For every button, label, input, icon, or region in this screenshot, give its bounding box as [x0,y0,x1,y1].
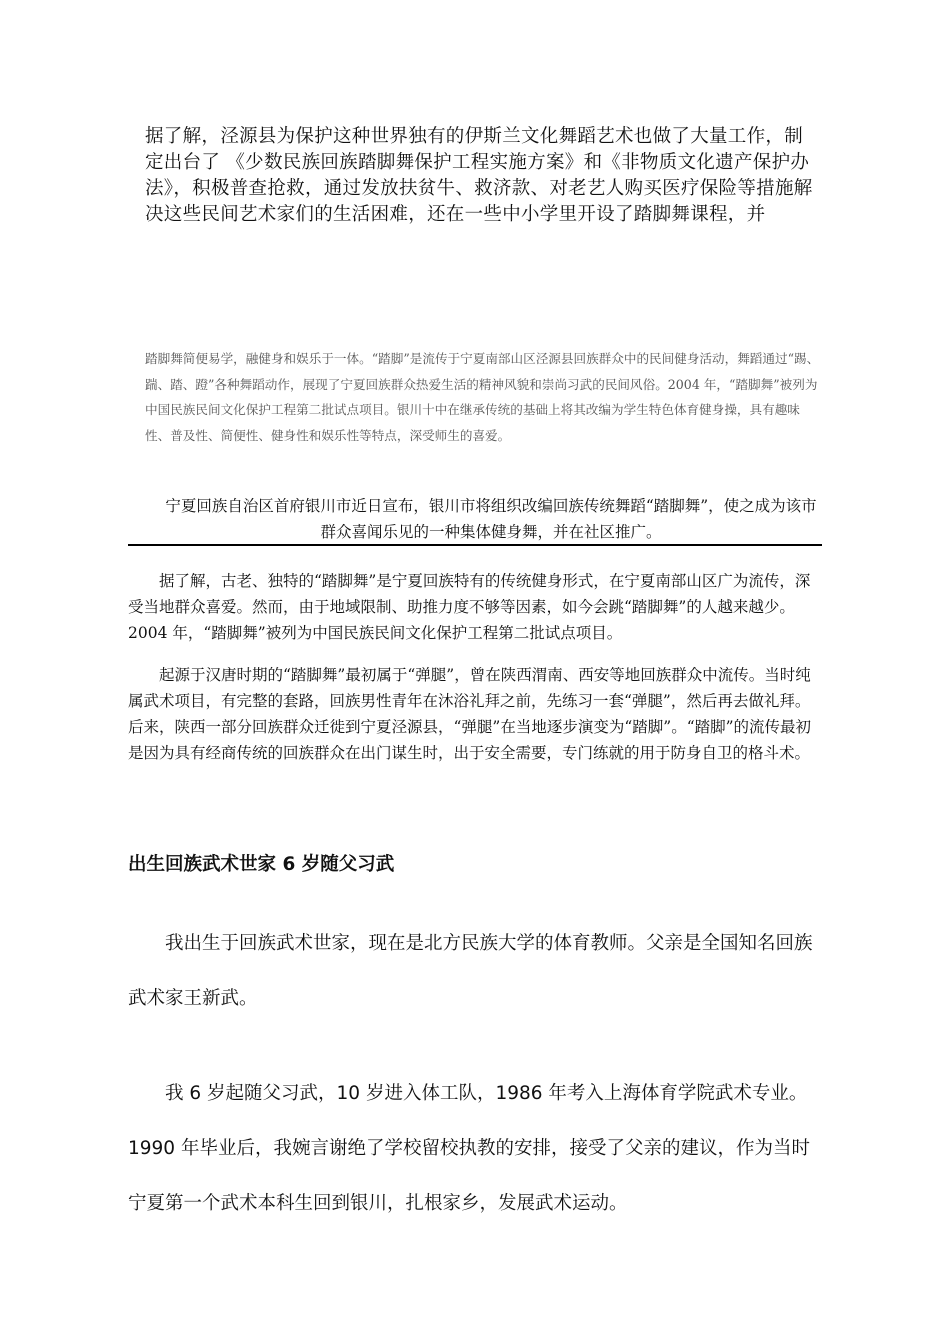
bio-paragraph: 我出生于回族武术世家，现在是北方民族大学的体育教师。父亲是全国知名回族武术家王新武。 [128,933,813,1009]
news-paragraph: 据了解，古老、独特的“踏脚舞”是宁夏回族特有的传统健身形式，在宁夏南部山区广为流传，深受当地群众喜爱。然而，由于地域限制、助推力度不够等因素，如今会跳“踏脚舞”的人越来越少。2004 年，“踏脚舞”被列为中国民族民间文化保护工程第二批试点项目。 [128,572,811,642]
bio-paragraph: 我 6 岁起随父习武，10 岁进入体工队，1986 年考入上海体育学院武术专业。1990 年毕业后，我婉言谢绝了学校留校执教的安排，接受了父亲的建议，作为当时宁夏第一个武术本科生回到银川，扎根家乡，发展武术运动。 [128,1083,810,1214]
photo-caption: 踏脚舞简便易学，融健身和娱乐于一体。“踏脚”是流传于宁夏南部山区泾源县回族群众中的民间健身活动，舞蹈通过“踢、踹、踏、蹬”各种舞蹈动作，展现了宁夏回族群众热爱生活的精神风貌和崇尚习武的民间风俗。2004 年，“踏脚舞”被列为中国民族民间文化保护工程第二批试点项目。银川十中在继承传统的基础上将其改编为学生特色体育健身操，具有趣味性、普及性、简便性、健身性和娱乐性等特点，深受师生的喜爱。 [145,351,820,443]
intro-paragraph: 据了解，泾源县为保护这种世界独有的伊斯兰文化舞蹈艺术也做了大量工作，制定出台了 《少数民族回族踏脚舞保护工程实施方案》和《非物质文化遗产保护办法》，积极普查抢救，通过发放扶贫牛、救济款、对老艺人购买医疗保险等措施解决这些民间艺术家们的生活困难，还在一些中小学里开设了踏脚舞课程，并 [145,126,813,225]
bio-body [128,916,822,1271]
news-body [128,568,822,782]
section-heading: 出生回族武术世家 6 岁随父习武 [128,854,395,875]
news-paragraph: 起源于汉唐时期的“踏脚舞”最初属于“弹腿”，曾在陕西渭南、西安等地回族群众中流传。当时纯属武术项目，有完整的套路，回族男性青年在沐浴礼拜之前，先练习一套“弹腿”，然后再去做礼拜。后来，陕西一部分回族群众迁徙到宁夏泾源县，“弹腿”在当地逐步演变为“踏脚”。“踏脚”的流传最初是因为具有经商传统的回族群众在出门谋生时，出于安全需要，专门练就的用于防身自卫的格斗术。 [128,666,812,762]
news-lead: 宁夏回族自治区首府银川市近日宣布，银川市将组织改编回族传统舞蹈“踏脚舞”，使之成为该市群众喜闻乐见的一种集体健身舞，并在社区推广。 [165,497,817,541]
divider-rule [128,544,822,546]
